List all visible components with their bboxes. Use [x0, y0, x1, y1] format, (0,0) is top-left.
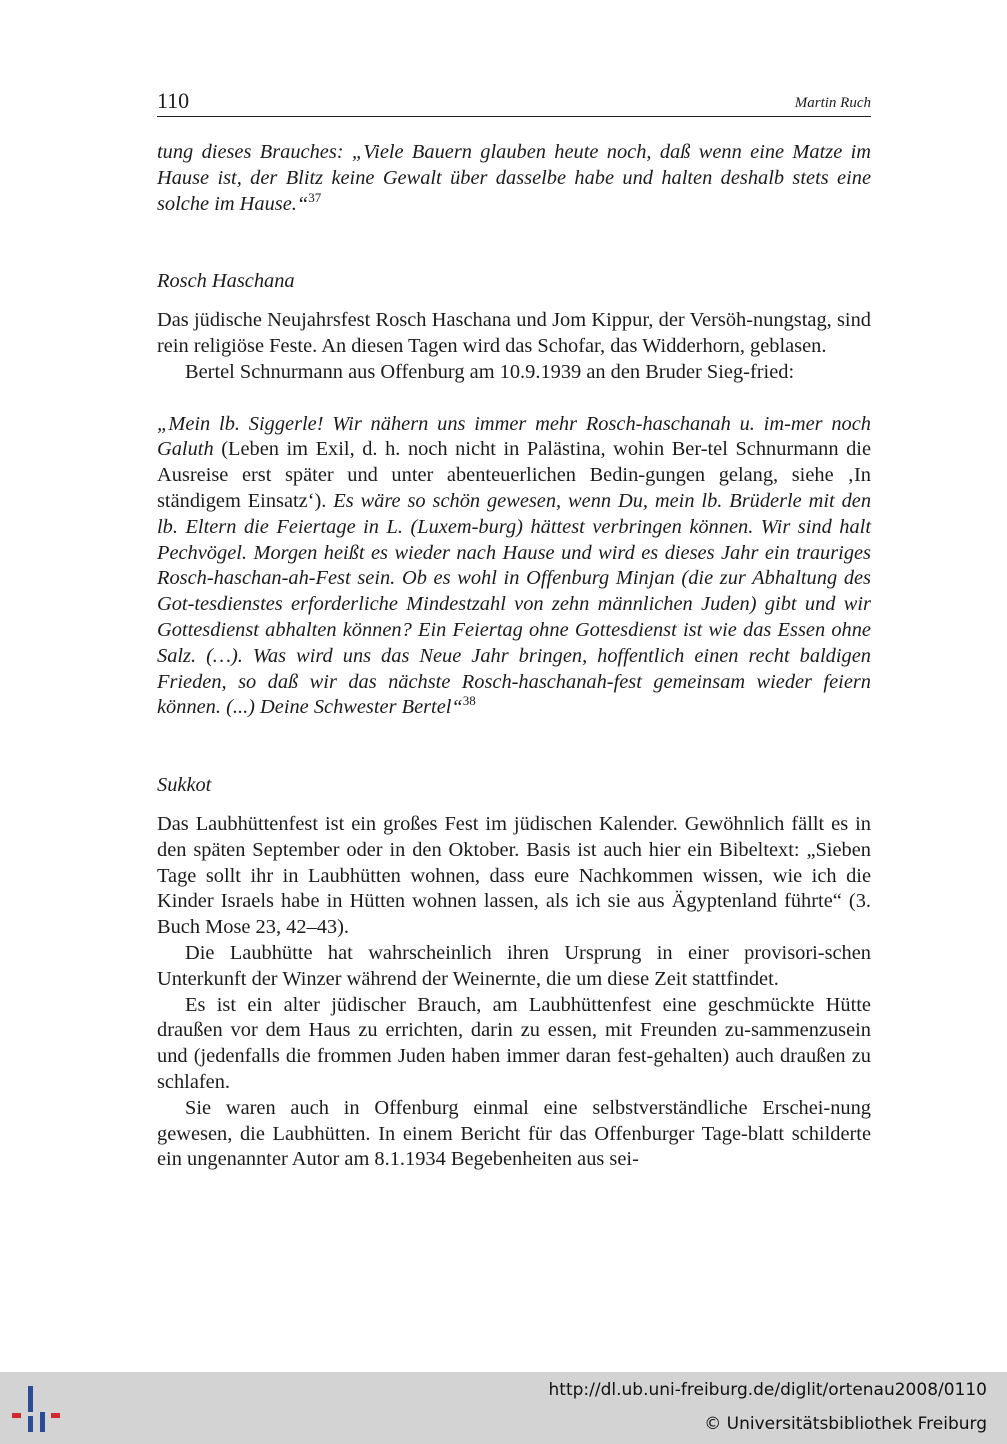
letter-quote: [157, 412, 871, 722]
copyright-notice: © Universitätsbibliothek Freiburg: [704, 1414, 987, 1434]
running-author: Martin Ruch: [794, 95, 871, 111]
footnote-ref-37: 37: [308, 189, 322, 205]
paragraph: Bertel Schnurmann aus Offenburg am 10.9.1939 an den Bruder Sieg-fried:: [185, 360, 795, 383]
library-footer: [0, 1372, 1007, 1444]
ub-freiburg-logo-icon: [10, 1382, 64, 1436]
paragraph: Sie waren auch in Offenburg einmal eine selbstverständliche Erschei-nung gewesen, die Laubhütten. In einem Bericht für das Offenburger Tage-blatt schilderte ein ungenannter Autor am 8.1.1934 Begebenheiten aus sei-: [157, 1096, 871, 1171]
footnote-ref-38: 38: [462, 693, 476, 709]
section-heading-sukkot: Sukkot: [157, 774, 212, 797]
paragraph: Das jüdische Neujahrsfest Rosch Haschana und Jom Kippur, der Versöh-nungstag, sind rein religiöse Feste. An diesen Tagen wird das Schofar, das Widderhorn, geblasen.: [157, 309, 871, 357]
paragraph: Das Laubhüttenfest ist ein großes Fest im jüdischen Kalender. Gewöhnlich fällt es in den späten September oder in den Oktober. Basis ist auch hier ein Bibeltext: „Sieben Tage sollt ihr in Laubhütten wohnen, dass eure Nachkommen wissen, wie ich die Kinder Israels habe in Hütten wohnen lassen, als ich sie aus Ägyptenland führte“ (3. Buch Mose 23, 42–43).: [157, 812, 871, 939]
paragraph: Es ist ein alter jüdischer Brauch, am Laubhüttenfest eine geschmückte Hütte draußen vor dem Haus zu errichten, darin zu essen, mit Freunden zu-sammenzusein und (jedenfalls die frommen Juden haben immer daran fest-gehalten) auch draußen zu schlafen.: [157, 993, 871, 1093]
running-header: [157, 88, 871, 117]
quote-text: tung dieses Brauches: „Viele Bauern glauben heute noch, daß wenn eine Matze im Hause ist, der Blitz keine Gewalt über dasselbe habe und halten deshalb stets eine solche im Hause.“: [157, 141, 871, 215]
quote-continuation: [157, 140, 871, 217]
letter-text-italic: „Mein lb. Siggerle! Wir nähern uns immer mehr Rosch-haschanah u. im-mer noch Galuth: [157, 412, 871, 461]
permalink-url[interactable]: http://dl.ub.uni-freiburg.de/diglit/ortenau2008/0110: [548, 1380, 987, 1400]
paragraph: Die Laubhütte hat wahrscheinlich ihren Ursprung in einer provisori-schen Unterkunft der Winzer während der Weinernte, die um diese Zeit stattfindet.: [157, 941, 871, 990]
section-heading-rosch-haschana: Rosch Haschana: [157, 270, 295, 293]
page-number: 110: [157, 88, 190, 113]
letter-editorial-note: (Leben im Exil, d. h. noch nicht in Palästina, wohin Ber-tel Schnurmann die Ausreise erst später und unter abenteuerlichen Bedin-gungen gelang, siehe ‚In ständigem Einsatz‘).: [157, 438, 871, 512]
letter-text-italic: Es wäre so schön gewesen, wenn Du, mein lb. Brüderle mit den lb. Eltern die Feiertage in L. (Luxem-burg) hättest verbringen können. Wir sind halt Pechvögel. Morgen heißt es wieder nach Hause und wird es dieses Jahr ein trauriges Rosch-haschan-ah-Fest sein. Ob es wohl in Offenburg Minjan (die zur Abhaltung des Got-tesdienstes erforderliche Mindestzahl von zehn männlichen Juden) gibt und wir Gottesdienst abhalten können? Ein Feiertag ohne Gottesdienst ist wie das Essen ohne Salz. (…). Was wird uns das Neue Jahr bringen, hoffentlich einen recht baldigen Frieden, so daß wir das nächste Rosch-haschanah-fest gemeinsam wieder feiern können. (...) Deine Schwester Bertel“: [157, 489, 872, 719]
page-body: [157, 140, 871, 1173]
